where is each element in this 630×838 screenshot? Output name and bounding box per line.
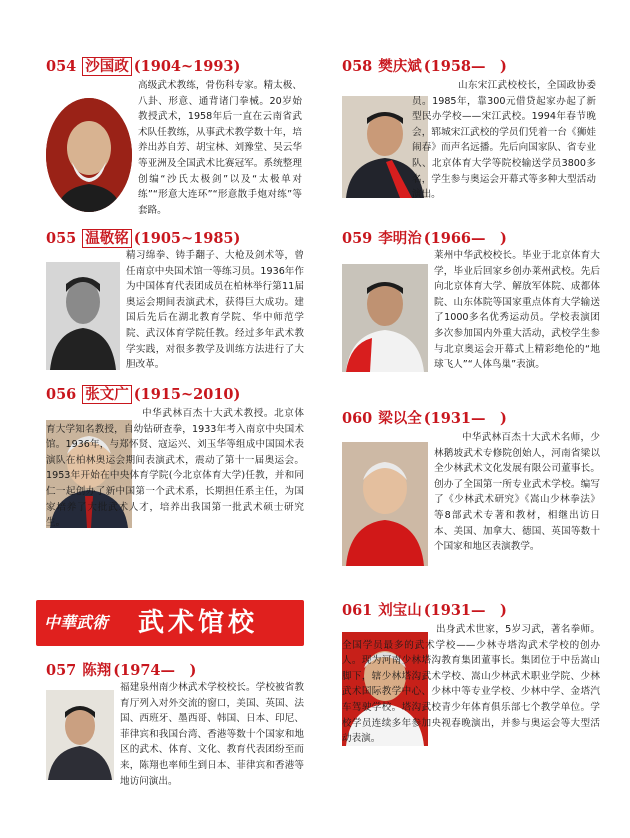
banner-title: 武术馆校 [138, 608, 259, 638]
entry-years: (1974— ) [113, 662, 197, 679]
entry-text: 精习绵拳、铸手翻子、大枪及剑术等，曾任南京中央国术馆一等练习员。1936年作为中国体育代表团成员在柏林举行第11届奥运会期间表演武术，获得巨大成功。建国后先后在湖北教育学院、华中师范学院、武汉体育学院任教。经过多年武术教学实践，对很多教学及训练方法进行了大胆改革。 [126, 250, 304, 371]
entry-text: 山东宋江武校校长，全国政协委员。1985年，靠300元借贷起家办起了新型民办学校——宋江武校。1994年春节晚会，郓城宋江武校的学员们凭着一台《狮娃闹春》而声名远播。先后向国家队、省专业队、北京体育大学等院校输送学员3800多名，学生参与奥运会开幕式等多种大型活动演出。 [412, 80, 596, 201]
entry-text: 中华武林百杰十大武术教授。北京体育大学知名教授，自幼钻研查拳，1933年考入南京中央国术馆。1936年，与郑怀贤、寇运兴、刘玉华等组成中国国术表演队在柏林奥运会期间表演武术，震动了第十一届奥运会。1953年开始在中央体育学院(今北京体育大学)任教，并和同仁一起创办了新中国第一个武术系，长期担任系主任，为国家培养了大批武术人才，培养出我国第一批武术硕士研究生。 [46, 408, 304, 529]
entry-text: 莱州中华武校校长。毕业于北京体育大学，毕业后回家乡创办莱州武校。先后向北京体育大学、解放军体院、成都体院、山东体院等国家重点体育大学输送了1000多名优秀运动员。学校表演团多次参加国内外重大活动，武校学生参与北京奥运会开幕式上精彩绝伦的“地球飞人”“人体鸟巢”表演。 [434, 250, 600, 371]
entry-heading [342, 410, 507, 428]
entry-years: (1931— ) [423, 602, 507, 619]
entry-years: (1904~1993) [133, 58, 241, 75]
entry-text: 中华武林百杰十大武术名师，少林鹅坡武术专修院创始人，河南省梁以全少林武术文化发展有限公司董事长。创办了全国第一所专业武术学校。编写了《少林武术研究》《嵩山少林拳法》等8部武术专著和教材，相继出访日本、美国、加拿大、德国、英国等数十个国家和地区表演教学。 [434, 432, 600, 553]
entry-years: (1905~1985) [133, 230, 241, 247]
entry-number: 060 [342, 410, 373, 427]
entry-number: 058 [342, 58, 373, 75]
portrait-photo [342, 442, 428, 566]
entry-name: 刘宝山 [378, 602, 422, 619]
portrait-photo [46, 262, 120, 370]
entry-heading [46, 230, 240, 248]
entry-heading [46, 386, 240, 404]
entry-number: 061 [342, 602, 373, 619]
portrait-photo [342, 264, 428, 372]
entry-years: (1958— ) [423, 58, 507, 75]
entry-name: 樊庆斌 [378, 58, 422, 75]
entry-name: 李明治 [378, 230, 422, 247]
entry-number: 056 [46, 386, 77, 403]
entry-heading [46, 58, 240, 76]
entry-name: 陈翔 [82, 662, 112, 679]
entry-years: (1966— ) [423, 230, 507, 247]
entry-name: 沙国政 [82, 57, 132, 76]
portrait-photo [46, 98, 132, 212]
entry-name: 梁以全 [378, 410, 422, 427]
entry-number: 054 [46, 58, 77, 75]
entry-number: 057 [46, 662, 77, 679]
entry-heading [46, 662, 196, 680]
entry-heading [342, 58, 507, 76]
entry-number: 055 [46, 230, 77, 247]
entry-years: (1915~2010) [133, 386, 241, 403]
banner-calligraphy: 中華武術 [44, 613, 109, 632]
portrait-photo [46, 690, 114, 780]
entry-name: 温敬铭 [82, 229, 132, 248]
entry-text: 出身武术世家，5岁习武，著名拳师。全国学员最多的武术学校——少林寺塔沟武术学校的创办人。现为河南少林塔沟教育集团董事长。集团位于中岳嵩山脚下，辖少林塔沟武术学校、嵩山少林武术职业学院、少林武术国际教学中心、少林中等专业学校、少林中学、金塔汽车驾驶学校。塔沟武校青少年体育俱乐部七个教学单位。学校学员连续多年参加央视春晚演出，并参与奥运会等大型活动表演。 [342, 624, 600, 745]
entry-years: (1931— ) [423, 410, 507, 427]
entry-text: 福建泉州南少林武术学校校长。学校被省教育厅列入对外交流的窗口，美国、英国、法国、西班牙、墨西哥、韩国、日本、印尼、菲律宾和我国台湾、香港等数十个国家和地区的武术、体育、文化、教育代表团纷至而来，陈翔也率师生到日本、菲律宾和香港等地访问演出。 [120, 682, 304, 787]
entry-heading [342, 602, 507, 620]
entry-number: 059 [342, 230, 373, 247]
entry-heading [342, 230, 507, 248]
entry-name: 张文广 [82, 385, 132, 404]
entry-text: 高级武术教练，骨伤科专家。精太极、八卦、形意、通背诸门拳械。20岁始教授武术，1958年后一直在云南省武术队任教练，从事武术教学数十年，培养出苏自芳、胡宝林、刘豫堂、吴云华等亚洲及全国武术比赛冠军。系统整理创编“沙氏太极剑”以及“太极单对练”“形意大连环”“形意散手炮对练”等套路。 [138, 80, 302, 216]
